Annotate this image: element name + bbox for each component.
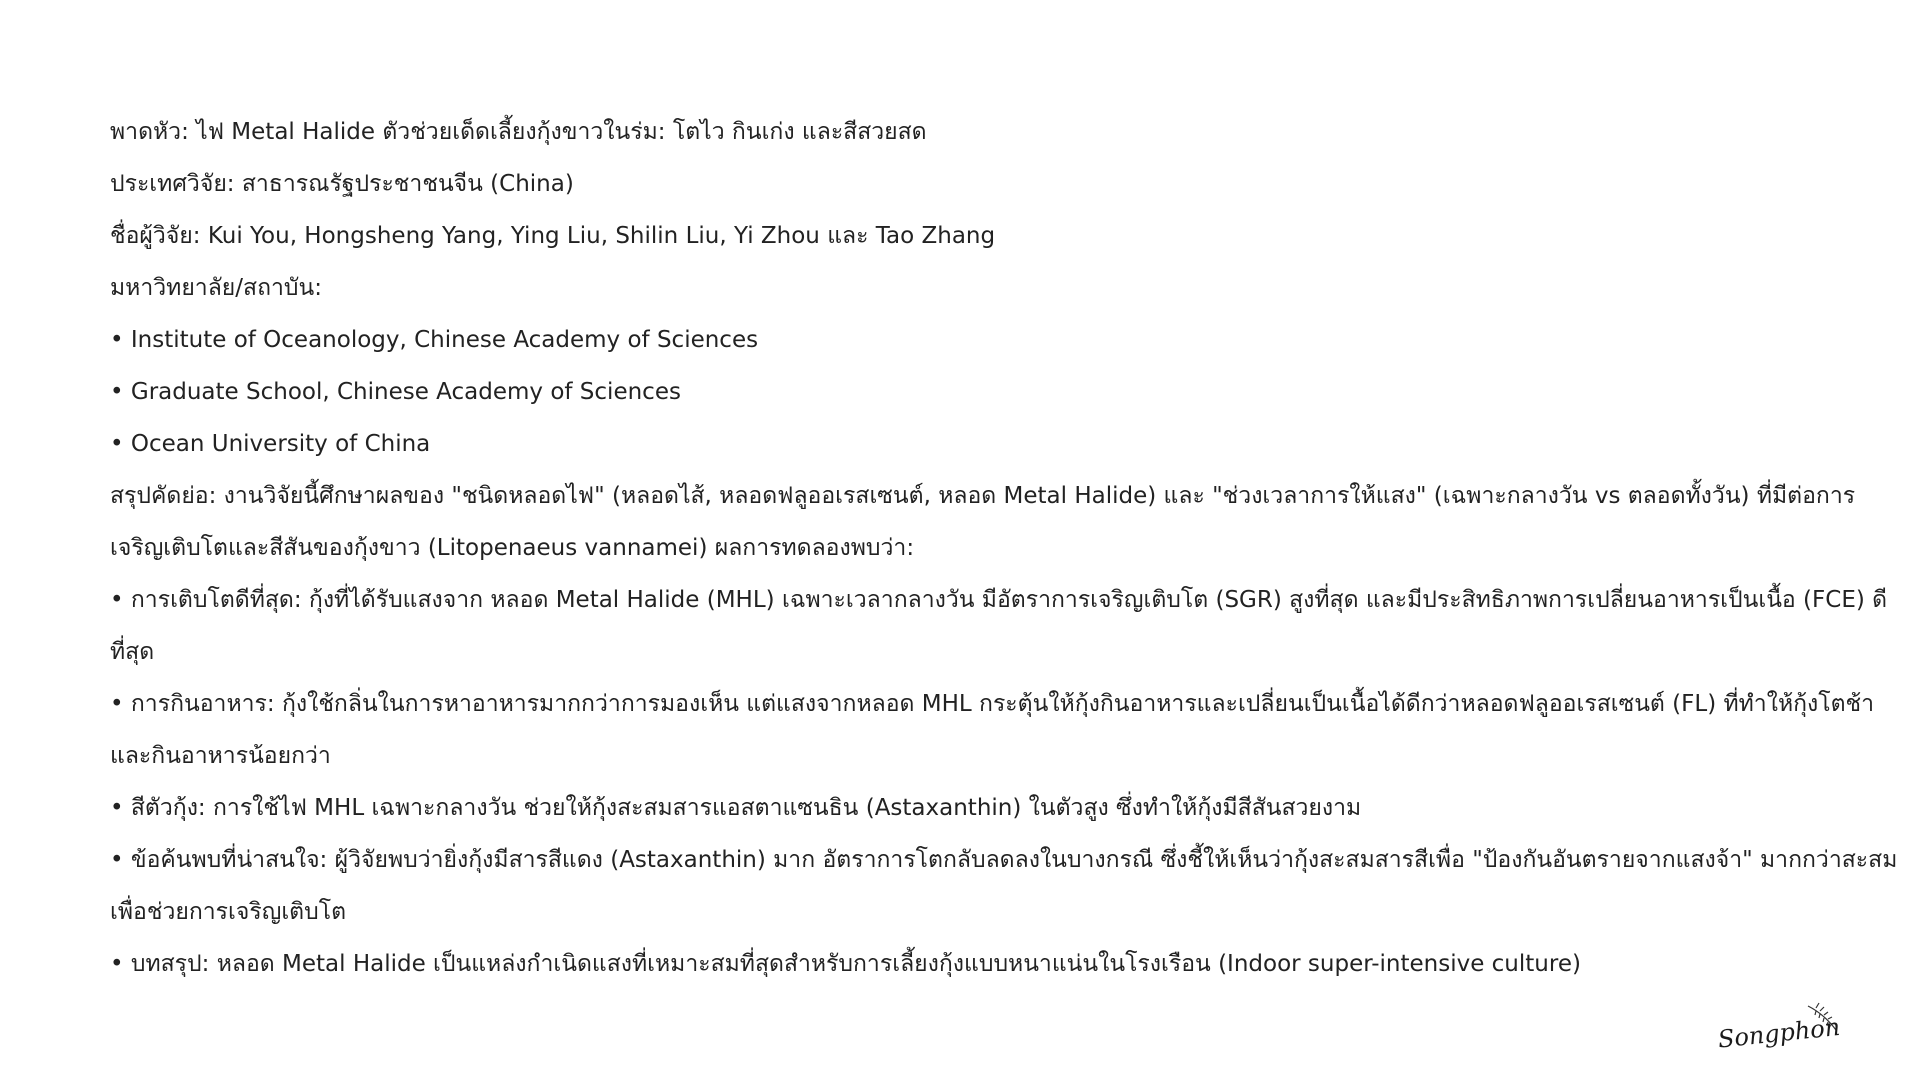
institution-item: • Ocean University of China [110, 431, 431, 457]
songphon-logo [1712, 996, 1852, 1060]
research-country: ประเทศวิจัย: สาธารณรัฐประชาชนจีน (China) [110, 171, 574, 197]
finding-feeding: • การกินอาหาร: กุ้งใช้กลิ่นในการหาอาหารมากกว่าการมองเห็น แต่แสงจากหลอด MHL กระตุ้นให้กุ้งกินอาหารและเปลี่ยนเป็นเนื้อได้ดีกว่าหลอดฟลูออเรสเซนต์ (FL) ที่ทำให้กุ้งโตช้า [110, 691, 1875, 717]
finding-feeding-continued: และกินอาหารน้อยกว่า [110, 743, 331, 769]
finding-color: • สีตัวกุ้ง: การใช้ไฟ MHL เฉพาะกลางวัน ช่วยให้กุ้งสะสมสารแอสตาแซนธิน (Astaxanthin) ในตัวสูง ซึ่งทำให้กุ้งมีสีสันสวยงาม [110, 795, 1362, 821]
logo-wordmark: Songphon [1716, 1012, 1842, 1054]
abstract-line: เจริญเติบโตและสีสันของกุ้งขาว (Litopenaeus vannamei) ผลการทดลองพบว่า: [110, 535, 915, 561]
abstract-line: สรุปคัดย่อ: งานวิจัยนี้ศึกษาผลของ "ชนิดหลอดไฟ" (หลอดไส้, หลอดฟลูออเรสเซนต์, หลอด Metal Halide) และ "ช่วงเวลาการให้แสง" (เฉพาะกลางวัน vs ตลอดทั้งวัน) ที่มีต่อการ [110, 483, 1856, 509]
document-body [110, 106, 1898, 990]
institution-heading: มหาวิทยาลัย/สถาบัน: [110, 275, 322, 301]
conclusion: • บทสรุป: หลอด Metal Halide เป็นแหล่งกำเนิดแสงที่เหมาะสมที่สุดสำหรับการเลี้ยงกุ้งแบบหนาแน่นในโรงเรือน (Indoor super-intensive culture) [110, 951, 1581, 977]
finding-growth: • การเติบโตดีที่สุด: กุ้งที่ได้รับแสงจาก หลอด Metal Halide (MHL) เฉพาะเวลากลางวัน มีอัตราการเจริญเติบโต (SGR) สูงที่สุด และมีประสิทธิภาพการเปลี่ยนอาหารเป็นเนื้อ (FCE) ดี [110, 587, 1888, 613]
institution-item: • Graduate School, Chinese Academy of Sciences [110, 379, 681, 405]
researcher-names: ชื่อผู้วิจัย: Kui You, Hongsheng Yang, Ying Liu, Shilin Liu, Yi Zhou และ Tao Zhang [110, 223, 996, 249]
headline: พาดหัว: ไฟ Metal Halide ตัวช่วยเด็ดเลี้ยงกุ้งขาวในร่ม: โตไว กินเก่ง และสีสวยสด [110, 119, 927, 145]
institution-item: • Institute of Oceanology, Chinese Academy of Sciences [110, 327, 759, 353]
finding-growth-continued: ที่สุด [110, 639, 155, 665]
finding-interesting: • ข้อค้นพบที่น่าสนใจ: ผู้วิจัยพบว่ายิ่งกุ้งมีสารสีแดง (Astaxanthin) มาก อัตราการโตกลับลดลงในบางกรณี ซึ่งชี้ให้เห็นว่ากุ้งสะสมสารสีเพื่อ "ป้องกันอันตรายจากแสงจ้า" มากกว่าสะสม [110, 847, 1898, 873]
finding-interesting-continued: เพื่อช่วยการเจริญเติบโต [110, 899, 347, 925]
